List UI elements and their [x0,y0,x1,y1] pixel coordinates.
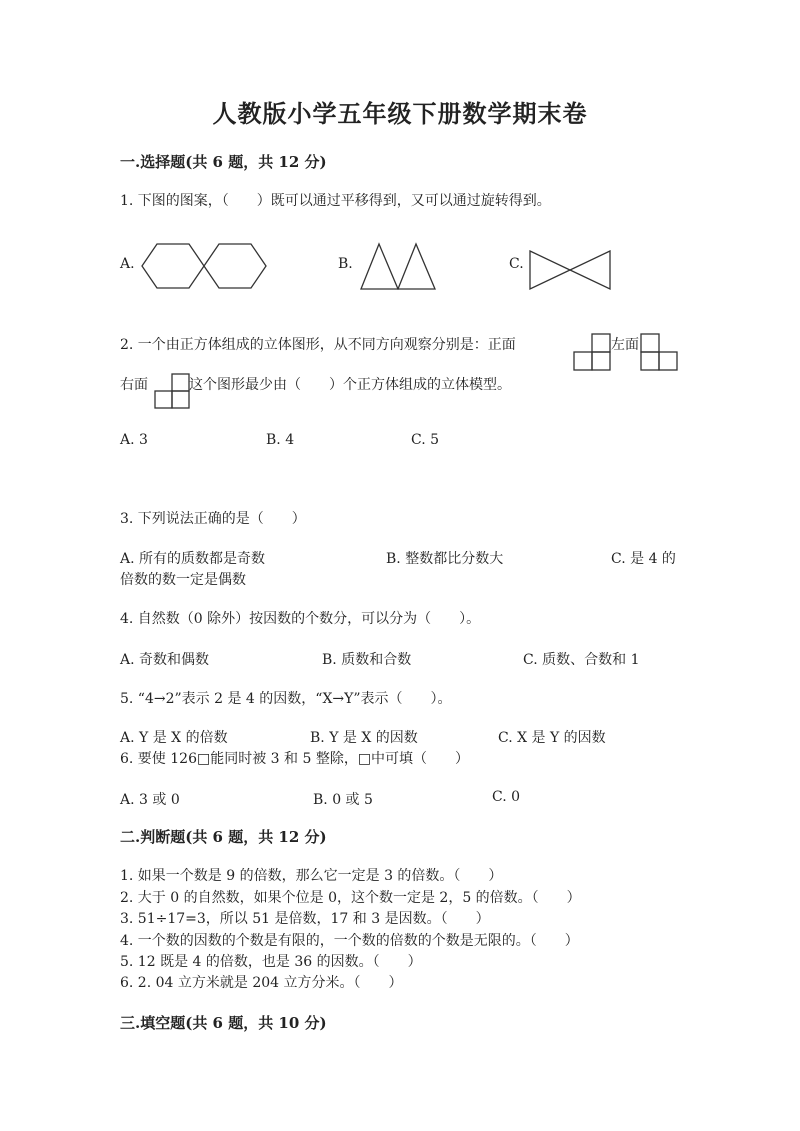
q6-option-b: B. 0 或 5 [313,792,373,808]
q3-option-c-continued: 倍数的数一定是偶数 [120,572,246,588]
judgment-item-4: 4. 一个数的因数的个数是有限的，一个数的倍数的个数是无限的。（ ） [120,933,579,949]
two-triangles-figure [361,244,435,289]
question-6-text: 6. 要使 126□能同时被 3 和 5 整除，□中可填（ ） [120,751,470,767]
q3-option-c: C. 是 4 的 [611,551,676,567]
question-2-text-part2: 左面 [611,337,639,353]
q6-option-c: C. 0 [492,789,521,805]
q4-option-c: C. 质数、合数和 1 [523,652,640,668]
q1-option-c-label: C. [509,256,524,272]
two-hexagons-figure [142,244,266,288]
question-2-text-part3: 右面 [120,377,148,393]
judgment-item-5: 5. 12 既是 4 的倍数，也是 36 的因数。（ ） [120,954,422,970]
section-heading-judgment: 二.判断题(共 6 题，共 12 分) [120,828,327,846]
question-4-text: 4. 自然数（0 除外）按因数的个数分，可以分为（ ）。 [120,611,481,627]
judgment-item-2: 2. 大于 0 的自然数，如果个位是 0，这个数一定是 2，5 的倍数。（ ） [120,890,581,906]
section-heading-choice: 一.选择题(共 6 题，共 12 分) [120,153,327,171]
bowtie-figure [530,251,610,289]
question-2-text-part1: 2. 一个由正方体组成的立体图形，从不同方向观察分别是：正面 [120,337,516,353]
q5-option-a: A. Y 是 X 的倍数 [120,730,228,746]
section-heading-fill-in: 三.填空题(共 6 题，共 10 分) [120,1014,327,1032]
judgment-item-3: 3. 51÷17=3，所以 51 是倍数，17 和 3 是因数。（ ） [120,911,490,927]
judgment-item-6: 6. 2. 04 立方米就是 204 立方分米。（ ） [120,975,403,991]
q2-option-c: C. 5 [411,432,440,448]
q2-option-a: A. 3 [120,432,148,448]
q4-option-a: A. 奇数和偶数 [120,652,210,668]
q3-option-a: A. 所有的质数都是奇数 [120,551,266,567]
q4-option-b: B. 质数和合数 [322,652,412,668]
q2-option-b: B. 4 [266,432,295,448]
question-1-text: 1. 下图的图案，（ ）既可以通过平移得到，又可以通过旋转得到。 [120,193,551,209]
q5-option-b: B. Y 是 X 的因数 [310,730,418,746]
left-view-figure [641,334,677,370]
q5-option-c: C. X 是 Y 的因数 [498,730,606,746]
judgment-item-1: 1. 如果一个数是 9 的倍数，那么它一定是 3 的倍数。（ ） [120,868,503,884]
q1-option-a-label: A. [120,256,135,272]
q1-option-b-label: B. [338,256,353,272]
question-5-text: 5. “4→2”表示 2 是 4 的因数，“X→Y”表示（ ）。 [120,691,452,707]
front-view-figure [574,334,610,370]
question-2-text-part4: 这个图形最少由（ ）个正方体组成的立体模型。 [189,377,511,393]
right-view-figure [155,374,189,408]
q3-option-b: B. 整数都比分数大 [386,551,504,567]
q6-option-a: A. 3 或 0 [120,792,180,808]
question-3-text: 3. 下列说法正确的是（ ） [120,511,306,527]
page-title: 人教版小学五年级下册数学期末卷 [212,99,588,128]
